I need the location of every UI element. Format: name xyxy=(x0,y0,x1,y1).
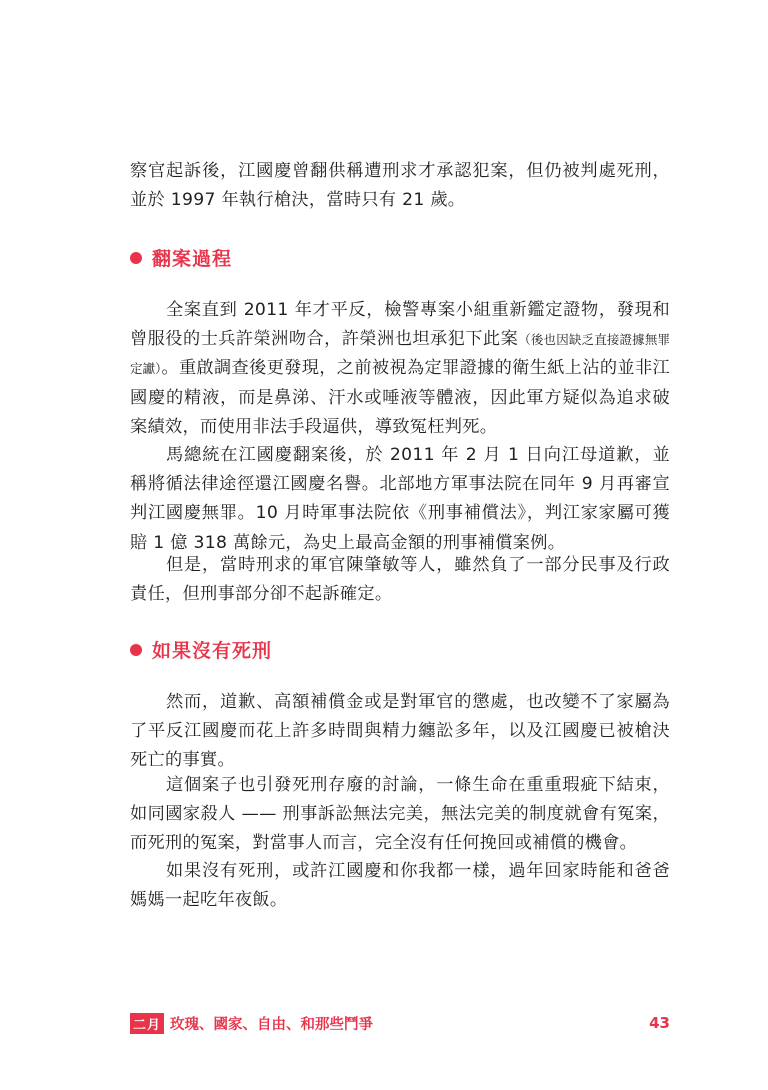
page-footer xyxy=(130,1012,670,1034)
paragraph-compensation: 然而，道歉、高額補償金或是對軍官的懲處，也改變不了家屬為了平反江國慶而花上許多時間與精力纏訟多年，以及江國慶已被槍決死亡的事實。 xyxy=(130,692,670,771)
paragraph-apology: 馬總統在江國慶翻案後，於 2011 年 2 月 1 日向江母道歉，並稱將循法律途徑還江國慶名譽。北部地方軍事法院在同年 9 月再審宣判江國慶無罪。10 月時軍事法院依《刑事補償法》，判江家家屬可獲賠 1 億 318 萬餘元，為史上最高金額的刑事補償案例。 xyxy=(130,445,670,553)
section-heading-retrial-label: 翻案過程 xyxy=(152,248,233,270)
paragraph-retrial-main: 全案直到 2011 年才平反，檢警專案小組重新鑑定證物，發現和曾服役的士兵許榮洲吻合，許榮洲也坦承犯下此案 xyxy=(130,300,670,350)
bullet-dot-icon xyxy=(130,252,142,264)
paragraph-debate: 這個案子也引發死刑存廢的討論，一條生命在重重瑕疵下結束，如同國家殺人 —— 刑事訴訟無法完美，無法完美的制度就會有冤案，而死刑的冤案，對當事人而言，完全沒有任何挽回或補償的機會。 xyxy=(130,775,670,854)
paragraph-retrial-note: （後也因缺乏直接證據無罪定讞） xyxy=(130,332,670,377)
paragraph-responsibility: 但是，當時刑求的軍官陳肇敏等人，雖然負了一部分民事及行政責任，但刑事部分卻不起訴確定。 xyxy=(130,555,670,605)
section-heading-no-death-penalty-label: 如果沒有死刑 xyxy=(152,640,273,662)
paragraph-retrial-rest: 。重啟調查後更發現，之前被視為定罪證據的衛生紙上沾的並非江國慶的精液，而是鼻涕、汗水或唾液等體液，因此軍方疑似為追求破案績效，而使用非法手段逼供，導致冤枉判死。 xyxy=(130,358,670,437)
chapter-title: 玫瑰、國家、自由、和那些鬥爭 xyxy=(170,1016,374,1033)
section-heading-retrial xyxy=(130,244,232,271)
bullet-dot-icon xyxy=(130,644,142,656)
paragraph-verdict: 察官起訴後，江國慶曾翻供稱遭刑求才承認犯案，但仍被判處死刑，並於 1997 年執行槍決，當時只有 21 歲。 xyxy=(130,161,670,211)
section-heading-no-death-penalty xyxy=(130,636,272,663)
footer-chapter-info xyxy=(130,1013,373,1034)
paragraph-retrial xyxy=(130,296,670,442)
paragraph-conclusion: 如果沒有死刑，或許江國慶和你我都一樣，過年回家時能和爸爸媽媽一起吃年夜飯。 xyxy=(130,861,670,911)
chapter-tag: 二月 xyxy=(130,1013,164,1034)
page-number: 43 xyxy=(649,1014,670,1032)
